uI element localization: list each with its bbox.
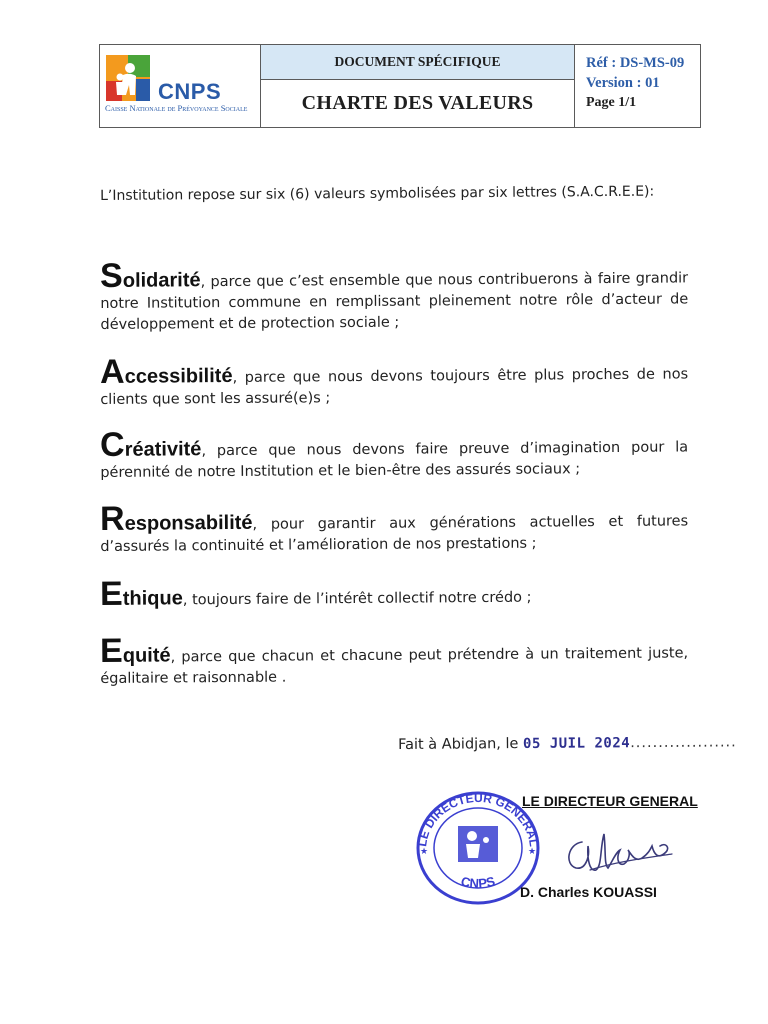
svg-text:★: ★ xyxy=(528,847,537,857)
value-initial: R xyxy=(99,499,125,538)
value-text: , parce que chacun et chacune peut prétendre à un traitement juste, égalitaire et raisonnable . xyxy=(100,645,689,687)
seal-top-text: LE DIRECTEUR GENERAL xyxy=(415,790,541,848)
logo-cell xyxy=(100,45,261,127)
place-text: Fait à Abidjan, le xyxy=(398,736,519,753)
value-text: , toujours faire de l’intérêt collectif notre crédo ; xyxy=(182,589,532,609)
logo-name: CNPS xyxy=(158,79,222,104)
value-keyword: réativité xyxy=(124,438,202,461)
version-number: Version : 01 xyxy=(586,75,660,91)
value-initial: A xyxy=(99,352,125,391)
document-title: CHARTE DES VALEURS xyxy=(301,92,534,114)
seal-bottom-text: CNPS xyxy=(459,873,497,892)
value-keyword: olidarité xyxy=(122,269,201,292)
value-paragraph-accessibilite xyxy=(99,352,689,411)
date-dots: ................... xyxy=(630,734,737,752)
cnps-logo-icon xyxy=(106,55,150,101)
logo-subtitle: Caisse Nationale de Prévoyance Sociale xyxy=(105,103,248,113)
document-type: DOCUMENT SPÉCIFIQUE xyxy=(261,45,574,80)
signer-name: D. Charles KOUASSI xyxy=(520,884,657,900)
document-header xyxy=(99,44,701,128)
value-paragraph-creativite xyxy=(99,425,689,484)
value-initial: E xyxy=(99,631,123,670)
value-paragraph-equite xyxy=(99,631,689,690)
value-paragraph-ethique xyxy=(99,574,688,613)
svg-text:★: ★ xyxy=(420,847,429,857)
page-number: Page 1/1 xyxy=(586,95,637,110)
value-initial: E xyxy=(99,574,123,613)
value-keyword: quité xyxy=(122,644,171,667)
value-text: , parce que nous devons faire preuve d’imagination pour la pérennité de notre Institution et le bien-être des assurés sociaux ; xyxy=(100,439,689,481)
director-title: LE DIRECTEUR GENERAL xyxy=(522,793,698,809)
handwritten-signature xyxy=(560,812,680,882)
value-initial: C xyxy=(99,425,125,464)
title-cell xyxy=(261,45,575,127)
value-text: , parce que c’est ensemble que nous contribuerons à faire grandir notre Institution commune en remplissant pleinement notre rôle d’acteur de développement et de protection sociale ; xyxy=(100,270,689,333)
value-paragraph-solidarite xyxy=(99,256,689,336)
value-keyword: thique xyxy=(122,587,183,610)
reference-number: Réf : DS-MS-09 xyxy=(586,55,685,71)
value-keyword: esponsabilité xyxy=(124,511,253,535)
reference-cell xyxy=(575,45,700,127)
place-and-date xyxy=(398,734,737,753)
value-keyword: ccessibilité xyxy=(124,364,233,388)
value-paragraph-responsabilite xyxy=(99,499,689,558)
svg-text:CNPS xyxy=(459,873,496,891)
intro-paragraph: L’Institution repose sur six (6) valeurs symbolisées par six lettres (S.A.C.R.E.E): xyxy=(100,183,655,204)
value-text: , parce que nous devons toujours être plus proches de nos clients que sont les assuré(e)s ; xyxy=(100,366,689,408)
value-text: , pour garantir aux générations actuelles et futures d’assurés la continuité et l’amélioration de nos prestations ; xyxy=(100,513,689,555)
date-stamp: 05 JUIL 2024 xyxy=(522,735,631,753)
value-initial: S xyxy=(99,256,123,295)
